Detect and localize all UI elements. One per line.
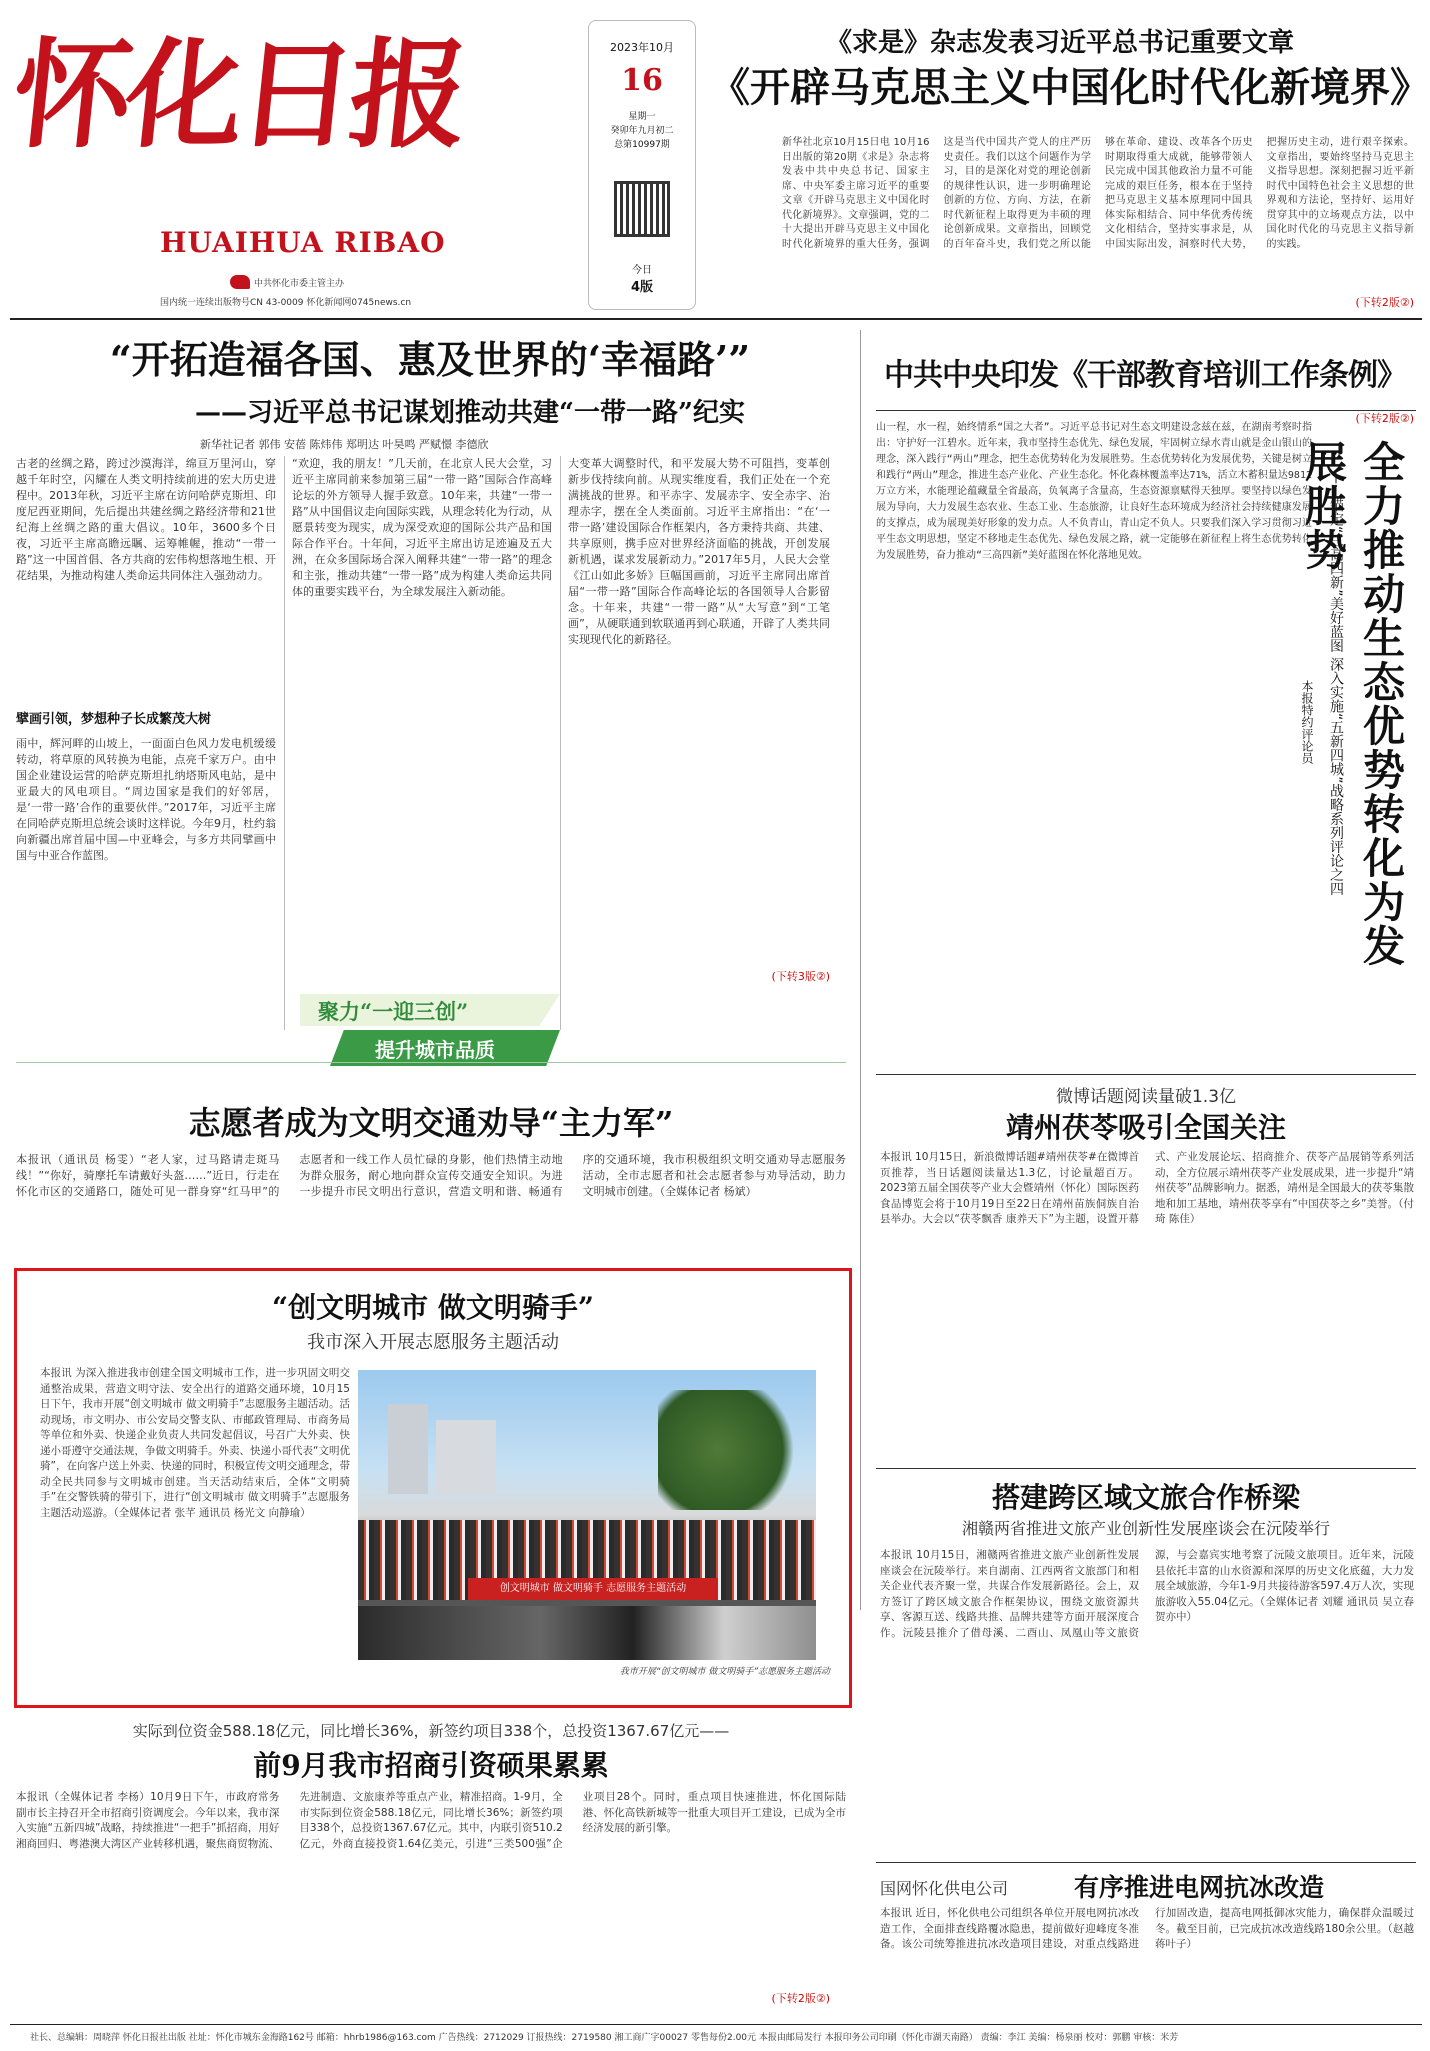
article6-kicker: 微博话题阅读量破1.3亿 bbox=[1055, 1087, 1237, 1107]
article4-photo[interactable] bbox=[358, 1370, 816, 1660]
article6-title[interactable]: 靖州茯苓吸引全国关注 bbox=[1005, 1111, 1286, 1144]
article7-title[interactable]: 搭建跨区域文旅合作桥梁 bbox=[991, 1481, 1300, 1514]
article1-subtitle: ——习近平总书记谋划推动共建“一带一路”纪实 bbox=[195, 398, 745, 428]
date-today: 今日 bbox=[632, 265, 652, 276]
article2-body: 山一程，水一程，始终情系“国之大者”。习近平总书记对生态文明建设念兹在兹，在湖南考察时指出：守护好一江碧水。近年来，我市坚持生态优先、绿色发展，牢固树立绿水青山就是金山银山的理念，深入践行“两山”理念，把生态优势转化为发展胜势。生态优势转化为发展优势，关键是树立和践行“两山”理念，推进生态产业化、产业生态化。怀化森林覆盖率达71%，活立木蓄积量达9812万立方米，水能理论蕴藏量全省最高，负氧离子含量高，生态资源禀赋得天独厚。要坚持以绿色发展为导向，大力发展生态农业、生态工业、生态旅游，让良好生态环境成为经济社会持续健康发展的支撑点，成为展现美好形象的发力点。人不负青山，青山定不负人。只要我们深入学习贯彻习近平生态文明思想，坚定不移地走生态优先、绿色发展之路，就一定能够在新征程上将生态优势转化为发展胜势，奋力推动“三高四新”美好蓝图在怀化落地见效。 bbox=[876, 422, 1312, 561]
article2-title[interactable]: 中共中央印发《干部教育培训工作条例》 bbox=[884, 358, 1406, 393]
photo-building bbox=[436, 1420, 496, 1494]
article1-col1: 古老的丝绸之路，跨过沙漠海洋，绵亘万里河山，穿越千年时空，闪耀在人类文明持续前进的宏大历史进程中。2013年秋，习近平主席在访问哈萨克斯坦、印度尼西亚期间，先后提出共建丝绸之路经济带和21世纪海上丝绸之路的重大倡议。10年，3600多个日夜，习近平主席高瞻远瞩、运筹帷幄，推动“一带一路”这一中国首倡、各方共商的宏伟构想落地生根、开花结果，为推动构建人类命运共同体注入强劲动力。 bbox=[16, 457, 276, 582]
photo-event-banner: 创文明城市 做文明骑手 志愿服务主题活动 bbox=[468, 1578, 718, 1600]
lead-continue[interactable]: (下转2版②) bbox=[1355, 296, 1414, 309]
article4-body: 本报讯 为深入推进我市创建全国文明城市工作，进一步巩固文明交通整治成果，营造文明守法、安全出行的道路交通环境，10月15日下午，我市开展“创文明城市 做文明骑手”志愿服务主题活动。活动现场，市文明办、市公安局交警支队、市邮政管理局、市商务局等单位和外卖、快递企业负责人共同发起倡议，号召广大外卖、快递小哥遵守交通法规，争做文明骑手。外卖、快递小哥代表“文明优骑”，在向客户送上外卖、快递的同时，积极宣传文明交通理念，带动全民共同参与文明城市创建。当天活动结束后，全体“文明骑手”在交警铁骑的带引下，进行“创文明城市 做文明骑手”志愿服务主题活动巡游。（全媒体记者 张芊 通讯员 杨光文 向静瑜） bbox=[40, 1367, 350, 1519]
article7-subtitle: 湘赣两省推进文旅产业创新性发展座谈会在沅陵举行 bbox=[961, 1519, 1330, 1538]
article5-body: 本报讯（全媒体记者 李杨）10月9日下午，市政府常务副市长主持召开全市招商引资调度会。今年以来，我市深入实施“五新四城”战略，持续推进“一把手”抓招商，用好湘商回归、粤港澳大湾区产业转移机遇，聚焦商贸物流、先进制造、文旅康养等重点产业，精准招商。1-9月，全市实际到位资金588.18亿元，同比增长36%；新签约项目338个，总投资1367.67亿元。其中，内联引资510.2亿元，外商直接投资1.64亿美元，引进“三类500强”企业项目28个。同时，重点项目快速推进，怀化国际陆港、怀化高铁新城等一批重大项目开工建设，已成为全市经济发展的新引擎。 bbox=[16, 1791, 846, 1850]
article2-continue[interactable]: (下转2版②) bbox=[1355, 412, 1414, 425]
article6-body: 本报讯 10月15日，新浪微博话题#靖州茯苓#在微博首页推荐，当日话题阅读量达1.3亿，讨论量超百万。2023第五届全国茯苓产业大会暨靖州（怀化）国际医药食品博览会将于10月19日至22日在靖州苗族侗族自治县举办。大会以“茯苓飘香 康养天下”为主题，设置开幕式、产业发展论坛、招商推介、茯苓产品展销等系列活动，全方位展示靖州茯苓产业发展成果，进一步提升“靖州茯苓”品牌影响力。据悉，靖州是全国最大的茯苓集散地和加工基地，靖州茯苓享有“中国茯苓之乡”美誉。（付琦 陈佳） bbox=[880, 1151, 1414, 1225]
lead-body: 新华社北京10月15日电 10月16日出版的第20期《求是》杂志将发表中共中央总书记、国家主席、中央军委主席习近平的重要文章《开辟马克思主义中国化时代化新境界》。文章强调，党的二十大提出开辟马克思主义中国化时代化新境界的重大任务，强调这是当代中国共产党人的庄严历史责任。我们以这个问题作为学习，目的是深化对党的理论创新的规律性认识，进一步明确理论创新的方位、方向、方法，在新时代新征程上取得更为丰硕的理论创新成果。文章指出，回顾党的百年奋斗史，我们党之所以能够在革命、建设、改革各个历史时期取得重大成就，能够带领人民完成中国其他政治力量不可能完成的艰巨任务，根本在于坚持把马克思主义基本原理同中国具体实际相结合、同中华优秀传统文化相结合，坚持实事求是，从中国实际出发，洞察时代大势，把握历史主动，进行艰辛探索。文章指出，要始终坚持马克思主义指导思想。深刻把握习近平新时代中国特色社会主义思想的世界观和方法论，坚持好、运用好贯穿其中的立场观点方法，以中国化时代化的马克思主义指导新的实践。 bbox=[782, 137, 1414, 250]
date-issue: 总第10997期 bbox=[614, 140, 670, 150]
sponsor-logo-icon bbox=[230, 275, 250, 289]
masthead-logo: 怀化日报 bbox=[6, 25, 470, 164]
commentary-title[interactable]: 全力推动生态优势转化为发展胜势 bbox=[1299, 440, 1406, 968]
article3-body: 本报讯（通讯员 杨雯）“老人家，过马路请走斑马线！”“你好，骑摩托车请戴好头盔……”近日，行走在怀化市区的交通路口，随处可见一群身穿“红马甲”的志愿者和一线工作人员忙碌的身影，他们热情主动地为群众服务，耐心地向群众宣传交通安全知识。为进一步提升市民文明出行意识，营造文明和谐、畅通有序的交通环境，我市积极组织文明交通劝导志愿服务活动，全市志愿者和社会志愿者参与劝导活动，助力文明城市创建。（全媒体记者 杨斌） bbox=[16, 1153, 846, 1198]
qr-code-icon[interactable] bbox=[614, 181, 670, 237]
date-weekday: 星期一 bbox=[628, 112, 656, 122]
article8-title[interactable]: 有序推进电网抗冰改造 bbox=[1074, 1873, 1325, 1902]
article5-title[interactable]: 前9月我市招商引资硕果累累 bbox=[253, 1749, 609, 1782]
article1-title[interactable]: “开拓造福各国、惠及世界的‘幸福路’” bbox=[109, 337, 751, 382]
date-pages: 4版 bbox=[630, 280, 654, 295]
article1-col1b: 雨中，辉河畔的山坡上，一面面白色风力发电机缓缓转动，将草原的风转换为电能，点亮千家万户。由中国企业建设运营的哈萨克斯坦扎纳塔斯风电站，是中亚最大的风电项目。“周边国家是我们的好邻居，是‘一带一路’合作的重要伙伴。”2017年，习近平主席在同哈萨克斯坦总统会谈时这样说。今年9月，杜约翁向新疆出席首届中国—中亚峰会，与多方共同擘画中国与中亚合作蓝图。 bbox=[16, 737, 276, 862]
masthead-sponsor: 中共怀化市委主管主办 bbox=[254, 279, 345, 289]
article1-byline: 新华社记者 郭伟 安蓓 陈炜伟 郑明达 叶昊鸣 严赋憬 李德欣 bbox=[200, 438, 489, 451]
article3-title[interactable]: 志愿者成为文明交通劝导“主力军” bbox=[188, 1104, 674, 1142]
date-year-month: 2023年10月 bbox=[610, 41, 674, 54]
article4-subtitle: 我市深入开展志愿服务主题活动 bbox=[307, 1332, 559, 1353]
article5-continue[interactable]: (下转2版②) bbox=[771, 1992, 830, 2005]
article8-body: 本报讯 近日，怀化供电公司组织各单位开展电网抗冰改造工作，全面排查线路覆冰隐患，提前做好迎峰度冬准备。该公司统筹推进抗冰改造项目建设，对重点线路进行加固改造，提高电网抵御冰灾能力，确保群众温暖过冬。截至目前，已完成抗冰改造线路180余公里。（赵越 蒋叶子） bbox=[880, 1907, 1414, 1950]
article1-col2: “欢迎，我的朋友！”几天前，在北京人民大会堂，习近平主席同前来参加第三届“一带一路”国际合作高峰论坛的外方领导人握手致意。10年来，共建“一带一路”从中国倡议走向国际实践，从理念转化为行动，从愿景转变为现实，成为深受欢迎的国际公共产品和国际合作平台。十年间，习近平主席出访足迹遍及五大洲，在众多国际场合深入阐释共建“一带一路”的理念和主张，推动共建“一带一路”成为构建人类命运共同体的重要实践平台，为全球发展注入新动能。 bbox=[292, 457, 552, 598]
commentary-subtitle: ——锚定“三高四新”美好蓝图 深入实施“五新四城”战略系列评论之四 bbox=[1328, 470, 1344, 896]
article5-kicker: 实际到位资金588.18亿元，同比增长36%，新签约项目338个，总投资1367.67亿元—— bbox=[132, 1722, 730, 1740]
footer-info: 社长、总编辑：周晓萍 怀化日报社出版 社址：怀化市城东金海路162号 邮箱：hhrb1986@163.com 广告热线：2712029 订报热线：2719580 湘工商广字00027 零售每份2.00元 本报由邮局发行 本报印务公司印刷（怀化市湖天南路） 责编：李江 美编：杨泉丽 校对：郭鹏 审核：米芳 bbox=[30, 2033, 1179, 2043]
article1-col3: 大变革大调整时代，和平发展大势不可阻挡，变革创新步伐持续向前。从现实维度看，我们正处在一个充满挑战的世界。和平赤字、发展赤字、安全赤字、治理赤字，摆在全人类面前。习近平主席指出：“在‘一带一路’建设国际合作框架内，各方秉持共商、共建、共享原则，携手应对世界经济面临的挑战，开创发展新机遇，谋求发展新动力。”2017年5月，人民大会堂《江山如此多娇》巨幅国画前，习近平主席同出席首届“一带一路”国际合作高峰论坛的各国领导人合影留念。十年来，共建“一带一路”从“大写意”到“工笔画”，从硬联通到软联通再到心联通，开辟了人类共同实现现代化的新路径。 bbox=[568, 457, 830, 646]
article4-photo-caption: 我市开展“创文明城市 做文明骑手”志愿服务主题活动 bbox=[619, 1667, 830, 1677]
masthead-pinyin: HUAIHUA RIBAO bbox=[160, 226, 446, 259]
article1-subhead: 擘画引领，梦想种子长成繁茂大树 bbox=[16, 712, 212, 727]
masthead-registry: 国内统一连续出版物号CN 43-0009 怀化新闻网0745news.cn bbox=[160, 298, 412, 308]
article7-body: 本报讯 10月15日，湘赣两省推进文旅产业创新性发展座谈会在沅陵举行。来自湖南、江西两省文旅部门和相关企业代表齐聚一堂，共谋合作发展新路径。会上，双方签订了跨区域文旅合作框架协议，围绕文旅资源共享、客源互送、线路共推、品牌共建等方面开展深度合作。沅陵县推介了借母溪、二酉山、凤凰山等文旅资源，与会嘉宾实地考察了沅陵文旅项目。近年来，沅陵县依托丰富的山水资源和深厚的历史文化底蕴，大力发展全域旅游，今年1-9月共接待游客597.4万人次，实现旅游收入55.04亿元。（全媒体记者 刘耀 通讯员 吴立春 贺亦中） bbox=[880, 1549, 1414, 1639]
lead-kicker: 《求是》杂志发表习近平总书记重要文章 bbox=[825, 28, 1294, 58]
photo-foreground bbox=[358, 1606, 816, 1660]
article8-org: 国网怀化供电公司 bbox=[880, 1879, 1009, 1898]
campaign-banner-text1: 聚力“一迎三创” bbox=[318, 999, 469, 1024]
date-block bbox=[588, 20, 696, 310]
article1-continue[interactable]: (下转3版②) bbox=[771, 970, 830, 983]
commentary-author: 本报特约评论员 bbox=[1300, 680, 1314, 764]
photo-tree bbox=[658, 1390, 808, 1510]
top-divider bbox=[10, 318, 1422, 320]
date-lunar: 癸卯年九月初二 bbox=[610, 126, 674, 136]
campaign-banner-text2: 提升城市品质 bbox=[375, 1038, 495, 1062]
article4-title[interactable]: “创文明城市 做文明骑手” bbox=[272, 1291, 594, 1324]
photo-building bbox=[388, 1404, 428, 1494]
date-day: 16 bbox=[621, 63, 663, 98]
lead-title[interactable]: 《开辟马克思主义中国化时代化新境界》 bbox=[710, 64, 1430, 111]
